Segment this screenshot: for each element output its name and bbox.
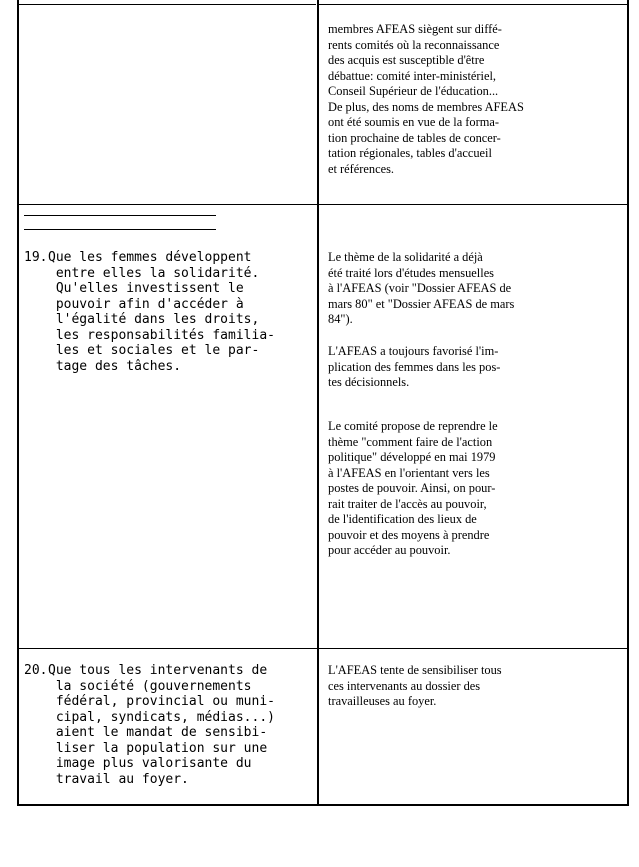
recommendation-text: Que tous les intervenants de la société (gouvernements fédéral, provincial ou muni- cipal, syndicats, médias...) aient le mandat de sensibi- liser la population sur une image plus valorisante du travail au foyer.	[48, 663, 275, 787]
recommendation-20	[24, 663, 316, 787]
recommendation-text: Que les femmes développent entre elles la solidarité. Qu'elles investissent le pouvoir afin d'accéder à l'égalité dans les droits, les responsabilités familia- les et sociales et le par- tage des tâches.	[48, 250, 275, 374]
response-20: L'AFEAS tente de sensibiliser tous ces intervenants au dossier des travailleuses au foyer.	[328, 663, 502, 708]
blank-line	[24, 229, 216, 230]
top-rule-right	[319, 4, 627, 5]
table-bottom-border	[17, 804, 629, 806]
column-divider	[317, 0, 319, 806]
item-number: 19.	[24, 250, 48, 265]
continued-response-text: membres AFEAS siègent sur diffé- rents comités où la reconnaissance des acquis est susceptible d'être débattue: comité inter-ministériel, Conseil Supérieur de l'éducation... De plus, des noms de membres AFEAS ont été soumis en vue de la forma- tion prochaine de tables de concer- tation régionales, tables d'accueil et références.	[328, 22, 524, 176]
response-19-paragraph-3: Le comité propose de reprendre le thème "comment faire de l'action politique" développé en mai 1979 à l'AFEAS en l'orientant vers les postes de pouvoir. Ainsi, on pour- rait traiter de l'accès au pouvoir, de l'identification des lieux de pouvoir et des moyens à prendre pour accéder au pouvoir.	[328, 419, 498, 557]
item-number: 20.	[24, 663, 48, 678]
response-19-paragraph-1: Le thème de la solidarité a déjà été traité lors d'études mensuelles à l'AFEAS (voir "Dossier AFEAS de mars 80" et "Dossier AFEAS de mars 84").	[328, 250, 515, 326]
row-separator	[17, 204, 628, 205]
row-separator	[17, 648, 628, 649]
response-19-paragraph-2: L'AFEAS a toujours favorisé l'im- plication des femmes dans les pos- tes décisionnels.	[328, 344, 501, 389]
top-rule-left	[18, 4, 316, 5]
table-left-border	[17, 0, 19, 806]
table-right-border	[627, 0, 629, 806]
recommendation-19	[24, 250, 316, 374]
blank-line	[24, 215, 216, 216]
